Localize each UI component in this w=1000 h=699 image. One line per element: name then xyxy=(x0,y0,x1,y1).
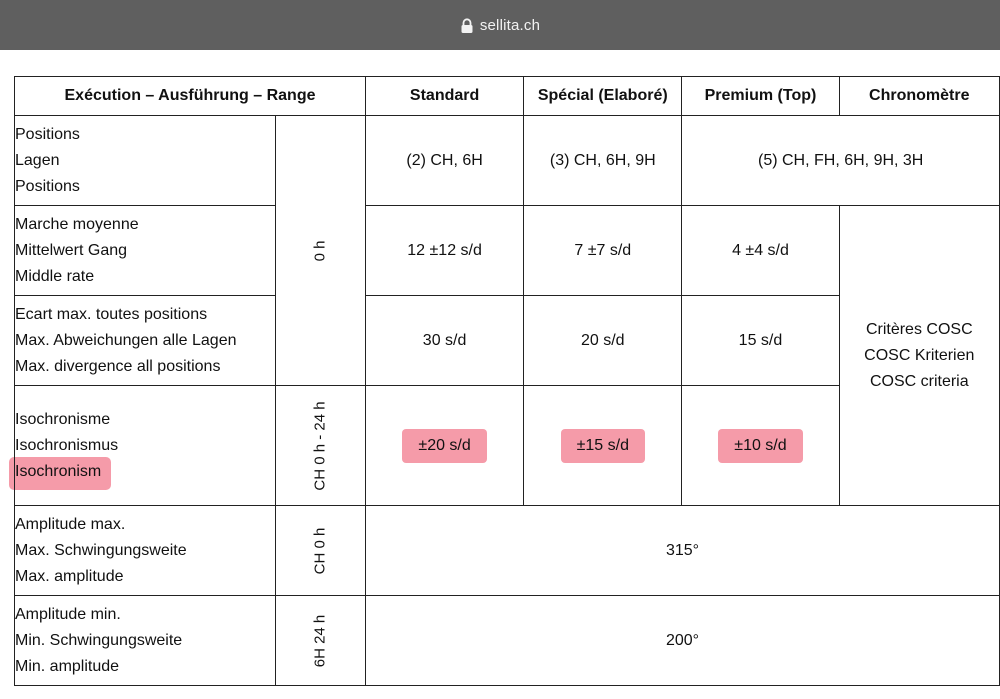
movement-spec-table xyxy=(14,76,1000,686)
header-row xyxy=(15,77,1000,116)
side-label-0h: 0 h xyxy=(275,116,365,386)
lock-icon xyxy=(460,18,474,34)
divergence-premium: 15 s/d xyxy=(682,296,839,386)
label-middle-rate: Marche moyenne Mittelwert Gang Middle rate xyxy=(15,206,276,296)
row-amplitude-min xyxy=(15,596,1000,686)
divergence-standard: 30 s/d xyxy=(366,296,524,386)
label-positions: Positions Lagen Positions xyxy=(15,116,276,206)
middle-rate-special: 7 ±7 s/d xyxy=(524,206,682,296)
label-isochronism: Isochronisme Isochronismus Isochronism xyxy=(15,386,276,506)
label-amplitude-min: Amplitude min. Min. Schwingungsweite Min. amplitude xyxy=(15,596,276,686)
positions-special: (3) CH, 6H, 9H xyxy=(524,116,682,206)
amplitude-max-value: 315° xyxy=(366,506,1000,596)
isochronism-standard xyxy=(366,386,524,506)
url-text: sellita.ch xyxy=(479,16,541,34)
header-special: Spécial (Elaboré) xyxy=(524,77,682,116)
divergence-special: 20 s/d xyxy=(524,296,682,386)
side-label-6h-24h: 6H 24 h xyxy=(275,596,365,686)
browser-address-bar[interactable] xyxy=(0,0,1000,50)
row-middle-rate xyxy=(15,206,1000,296)
middle-rate-premium: 4 ±4 s/d xyxy=(682,206,839,296)
middle-rate-standard: 12 ±12 s/d xyxy=(366,206,524,296)
header-range: Exécution – Ausführung – Range xyxy=(15,77,366,116)
isochronism-special xyxy=(524,386,682,506)
label-divergence: Ecart max. toutes positions Max. Abweichungen alle Lagen Max. divergence all positions xyxy=(15,296,276,386)
side-label-ch-0h: CH 0 h xyxy=(275,506,365,596)
highlight-isochronism-label: Isochronism xyxy=(11,459,107,485)
label-amplitude-max: Amplitude max. Max. Schwingungsweite Max. amplitude xyxy=(15,506,276,596)
highlight-standard: ±20 s/d xyxy=(402,433,486,459)
side-label-ch-0-24h: CH 0 h - 24 h xyxy=(275,386,365,506)
row-positions xyxy=(15,116,1000,206)
header-standard: Standard xyxy=(366,77,524,116)
header-chronometre: Chronomètre xyxy=(839,77,999,116)
positions-standard: (2) CH, 6H xyxy=(366,116,524,206)
chrono-cosc-criteria: Critères COSC COSC Kriterien COSC criteria xyxy=(839,206,999,506)
row-amplitude-max xyxy=(15,506,1000,596)
positions-premium-chrono: (5) CH, FH, 6H, 9H, 3H xyxy=(682,116,1000,206)
isochronism-premium xyxy=(682,386,839,506)
highlight-special: ±15 s/d xyxy=(561,433,645,459)
highlight-premium: ±10 s/d xyxy=(718,433,802,459)
amplitude-min-value: 200° xyxy=(366,596,1000,686)
header-premium: Premium (Top) xyxy=(682,77,839,116)
